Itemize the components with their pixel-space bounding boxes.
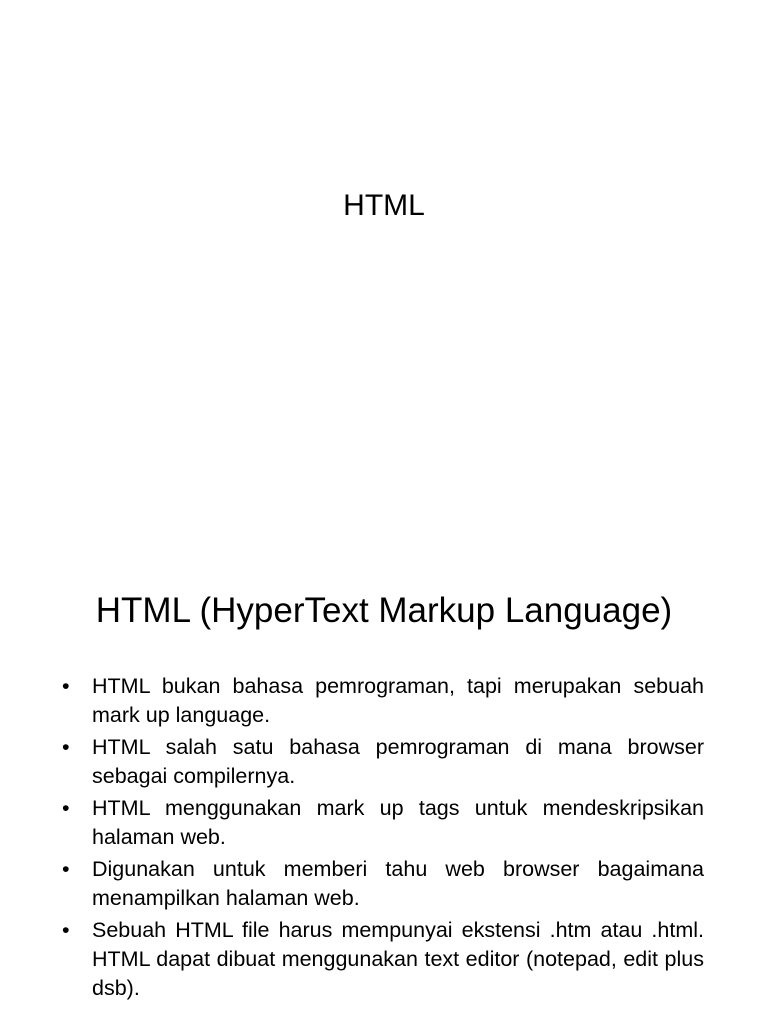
bullet-item <box>62 916 704 1003</box>
bullet-text: HTML bukan bahasa pemrograman, tapi merupakan sebuah mark up language. <box>92 674 704 727</box>
slide-heading: HTML (HyperText Markup Language) <box>95 591 673 630</box>
bullet-text: HTML salah satu bahasa pemrograman di mana browser sebagai compilernya. <box>92 735 704 788</box>
bullet-text: Digunakan untuk memberi tahu web browser bagaimana menampilkan halaman web. <box>92 857 704 910</box>
bullet-item <box>62 855 704 913</box>
bullet-point-icon: • <box>62 918 70 942</box>
bullet-point-icon: • <box>62 857 70 881</box>
bullet-item <box>62 672 704 730</box>
bullet-text: HTML menggunakan mark up tags untuk mendeskripsikan halaman web. <box>92 796 704 849</box>
bullet-item <box>62 733 704 791</box>
bullet-item <box>62 794 704 852</box>
bullet-point-icon: • <box>62 674 70 698</box>
bullet-text: Sebuah HTML file harus mempunyai ekstensi .htm atau .html. HTML dapat dibuat menggunakan text editor (notepad, edit plus dsb). <box>92 918 704 1000</box>
bullet-list <box>62 672 704 1006</box>
bullet-point-icon: • <box>62 735 70 759</box>
bullet-point-icon: • <box>62 796 70 820</box>
slide-title: HTML <box>343 189 425 222</box>
slide-content-page <box>0 560 768 1024</box>
